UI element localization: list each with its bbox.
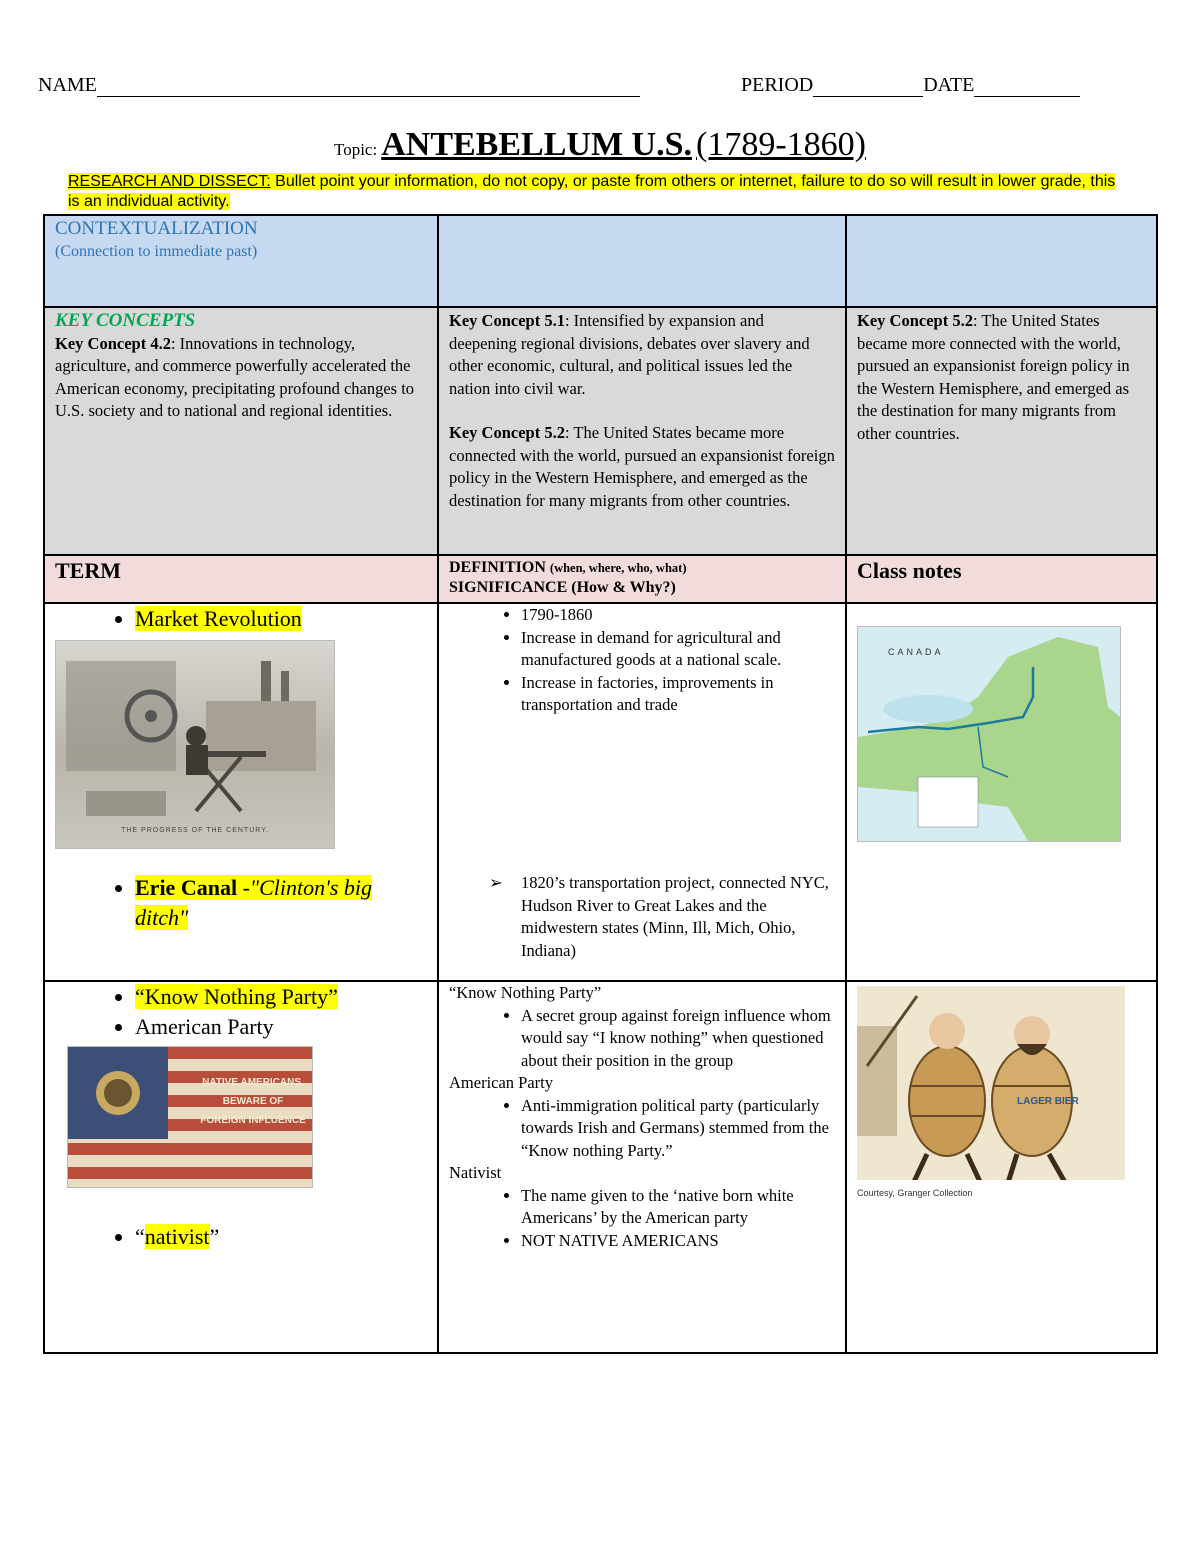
kc-text: : Intensified by expansion and deepening regional divisions, debates over slavery and other economic, cultural, and political issues led the nation into civil war. bbox=[449, 311, 810, 398]
flag-line: BEWARE OF bbox=[222, 1096, 284, 1107]
list-item: • Anti-immigration political party (particularly towards Irish and Germans) stemmed from the “Know nothing Party.” bbox=[521, 1095, 835, 1163]
list-item: • 1790-1860 bbox=[521, 604, 835, 627]
definition-list bbox=[449, 1095, 835, 1163]
key-concept-5-2 bbox=[449, 422, 835, 512]
name-line[interactable] bbox=[97, 76, 640, 97]
cartoon-illustration bbox=[857, 986, 1125, 1190]
list-item bbox=[135, 873, 427, 933]
term-cell bbox=[44, 981, 438, 1353]
topic-title: ANTEBELLUM U.S. bbox=[381, 126, 692, 163]
definition-note: (when, where, who, what) bbox=[549, 561, 687, 575]
period-date-fields bbox=[741, 74, 1080, 97]
list-item bbox=[135, 1222, 427, 1252]
term-know-nothing: “Know Nothing Party” bbox=[135, 984, 338, 1009]
definition-list bbox=[449, 1185, 835, 1253]
kc-text: : The United States became more connected with the world, pursued an expansionist foreign policy in the Western Hemisphere, and emerged as the destination for many migrants from other countries. bbox=[857, 311, 1130, 443]
list-item: • The name given to the ‘native born white Americans’ by the American party bbox=[521, 1185, 835, 1230]
instructions-text: Bullet point your information, do not copy, or paste from others or internet, failure to do so will result in lower grade, this is an individual activity. bbox=[68, 173, 1116, 210]
worksheet-table bbox=[43, 214, 1158, 1354]
period-line[interactable] bbox=[813, 76, 923, 97]
topic-label: Topic: bbox=[334, 140, 378, 159]
list-item: • Increase in demand for agricultural and manufactured goods at a national scale. bbox=[521, 627, 835, 672]
context-cell-2[interactable] bbox=[438, 215, 846, 307]
erie-canal-label: Erie Canal bbox=[135, 875, 238, 900]
erie-canal-nickname: -"Clinton's big ditch" bbox=[135, 875, 373, 930]
context-row bbox=[44, 215, 1157, 307]
quote-close: ” bbox=[209, 1224, 220, 1249]
term-list bbox=[55, 1222, 427, 1252]
definition-list bbox=[449, 1005, 835, 1073]
definition-list bbox=[449, 604, 835, 872]
kc-label: Key Concept 5.1 bbox=[449, 311, 565, 330]
definition-header bbox=[438, 555, 846, 603]
market-revolution-engraving bbox=[55, 640, 335, 849]
definition-list bbox=[449, 872, 835, 962]
cartoon-credit: Courtesy, Granger Collection bbox=[857, 1180, 1125, 1205]
map-label-canada: CANADA bbox=[888, 647, 944, 657]
name-label: NAME bbox=[38, 74, 97, 96]
context-subtitle: (Connection to immediate past) bbox=[55, 242, 258, 260]
key-concept-5-2-b bbox=[857, 310, 1146, 445]
significance-label: SIGNIFICANCE (How & Why?) bbox=[449, 579, 676, 596]
nativist-flag-image bbox=[67, 1046, 313, 1188]
key-concept-5-1 bbox=[449, 310, 835, 400]
engraving-caption: THE PROGRESS OF THE CENTURY. bbox=[121, 826, 269, 834]
term-nativist: nativist bbox=[144, 1224, 210, 1249]
kc-label: Key Concept 5.2 bbox=[449, 423, 565, 442]
table-row bbox=[44, 981, 1157, 1353]
term-list bbox=[55, 982, 427, 1042]
erie-canal-map bbox=[857, 626, 1121, 842]
page-title bbox=[0, 126, 1200, 164]
cartoon-barrel-text: LAGER BIER bbox=[1017, 1096, 1079, 1107]
kc-label: Key Concept 4.2 bbox=[55, 333, 171, 353]
definition-cell bbox=[438, 603, 846, 981]
term-list bbox=[55, 873, 427, 933]
context-cell bbox=[44, 215, 438, 307]
definition-heading: American Party bbox=[449, 1073, 554, 1092]
topic-years: (1789-1860) bbox=[696, 126, 866, 163]
definition-heading: “Know Nothing Party” bbox=[449, 983, 602, 1002]
key-concepts-cell-3 bbox=[846, 307, 1157, 555]
list-item: • Increase in factories, improvements in transportation and trade bbox=[521, 672, 835, 717]
name-field[interactable] bbox=[38, 74, 640, 97]
notes-cell bbox=[846, 603, 1157, 981]
engraving-illustration bbox=[56, 641, 334, 848]
list-item: • A secret group against foreign influence whom would say “I know nothing” when questioned about their position in the group bbox=[521, 1005, 835, 1073]
key-concepts-row bbox=[44, 307, 1157, 555]
date-label: DATE bbox=[923, 74, 975, 96]
key-concepts-cell-1 bbox=[44, 307, 438, 555]
context-title: CONTEXTUALIZATION bbox=[55, 218, 258, 239]
table-row bbox=[44, 603, 1157, 981]
term-erie-canal bbox=[135, 875, 372, 930]
definition-heading: Nativist bbox=[449, 1163, 502, 1182]
date-line[interactable] bbox=[974, 76, 1080, 97]
quote-open: “ bbox=[135, 1224, 145, 1249]
term-cell bbox=[44, 603, 438, 981]
key-concepts-title: KEY CONCEPTS bbox=[55, 310, 196, 331]
class-notes-header: Class notes bbox=[846, 555, 1157, 603]
key-concepts-cell-2 bbox=[438, 307, 846, 555]
notes-cell bbox=[846, 981, 1157, 1353]
instructions-lead: RESEARCH AND DISSECT: bbox=[68, 173, 271, 190]
kc-text: : The United States became more connected with the world, pursued an expansionist foreign policy in the Western Hemisphere, and emerged as the destination for many migrants from other countries. bbox=[449, 423, 835, 510]
map-illustration bbox=[858, 627, 1120, 841]
header-row bbox=[44, 555, 1157, 603]
know-nothing-cartoon bbox=[857, 986, 1125, 1204]
definition-cell bbox=[438, 981, 846, 1353]
list-item bbox=[135, 982, 427, 1012]
key-concept-4-2 bbox=[55, 333, 427, 423]
term-market-revolution: Market Revolution bbox=[135, 606, 302, 631]
term-header: TERM bbox=[44, 555, 438, 603]
period-label: PERIOD bbox=[741, 74, 814, 96]
term-list bbox=[55, 604, 427, 634]
instructions bbox=[68, 172, 1128, 212]
context-cell-3[interactable] bbox=[846, 215, 1157, 307]
flag-text bbox=[168, 1073, 313, 1130]
list-item bbox=[135, 604, 427, 634]
definition-label: DEFINITION bbox=[449, 559, 546, 576]
list-item: ➢ 1820’s transportation project, connected NYC, Hudson River to Great Lakes and the midwestern states (Minn, Ill, Mich, Ohio, Indiana) bbox=[521, 872, 835, 962]
flag-line: FOREIGN INFLUENCE bbox=[200, 1115, 306, 1126]
kc-label: Key Concept 5.2 bbox=[857, 311, 973, 330]
term-american-party: • American Party bbox=[135, 1012, 427, 1042]
flag-line: NATIVE AMERICANS. bbox=[202, 1077, 304, 1088]
kc-text: : Innovations in technology, agriculture, and commerce powerfully accelerated the American economy, precipitating profound changes to U.S. society and to national and regional identities. bbox=[55, 333, 415, 420]
list-item: • NOT NATIVE AMERICANS bbox=[521, 1230, 835, 1253]
